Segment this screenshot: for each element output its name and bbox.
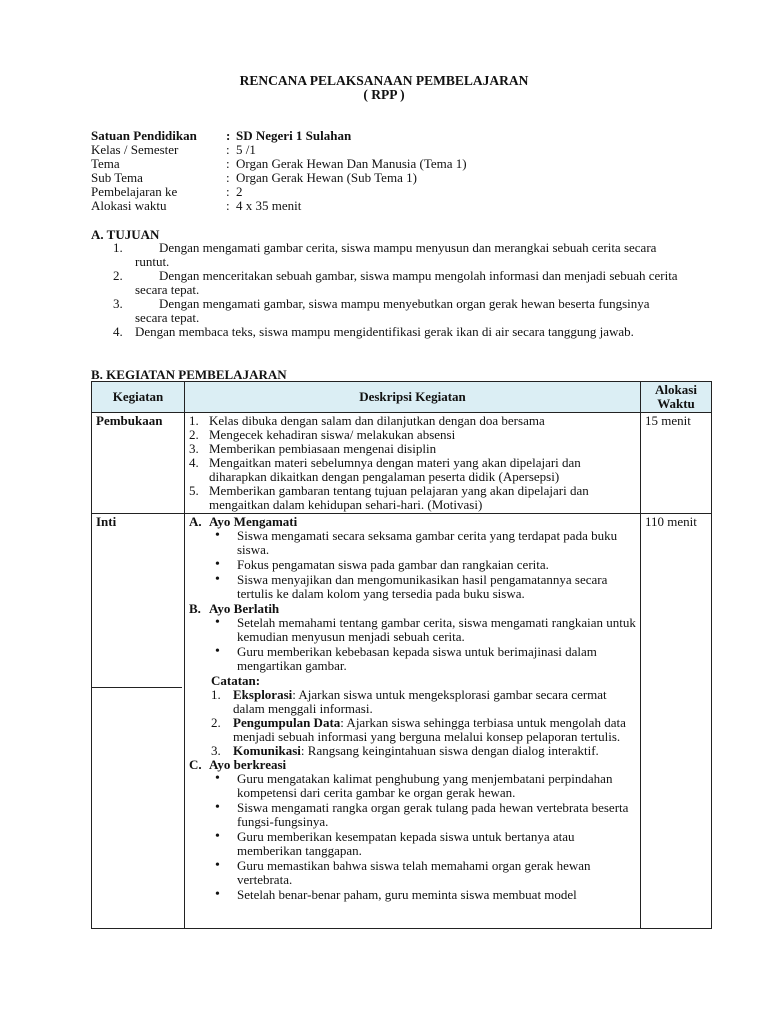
identity-colon: : <box>226 128 231 143</box>
table-header-row <box>92 382 712 413</box>
table-row-inti <box>92 514 712 929</box>
inti-b-list <box>189 616 636 673</box>
pembukaan-time: 15 menit <box>641 413 712 514</box>
identity-colon: : <box>226 156 230 171</box>
tujuan-item <box>113 325 683 339</box>
identity-label: Pembelajaran ke <box>91 184 178 199</box>
identity-colon: : <box>226 170 230 185</box>
identity-row <box>91 171 467 185</box>
pembukaan-label: Pembukaan <box>92 413 185 514</box>
pembukaan-item: 2. Mengecek kehadiran siswa/ melakukan absensi <box>189 427 456 442</box>
inti-time: 110 menit <box>641 514 712 929</box>
pembukaan-item: 3. Memberikan pembiasaan mengenai disiplin <box>189 441 437 456</box>
catatan-item: 1. Eksplorasi: Ajarkan siswa untuk mengeksplorasi gambar secara cermat dalam menggali informasi. <box>211 687 607 716</box>
section-b-heading: B. KEGIATAN PEMBELAJARAN <box>91 367 287 382</box>
inti-c-heading: C. Ayo berkreasi <box>189 757 287 772</box>
identity-label: Sub Tema <box>91 170 143 185</box>
bullet-item: • Siswa mengamati rangka organ gerak tulang pada hewan vertebrata beserta fungsi-fungsinya. <box>189 801 636 829</box>
bullet-item: • Guru memberikan kebebasan kepada siswa untuk berimajinasi dalam mengartikan gambar. <box>189 645 636 673</box>
identity-value: 2 <box>236 184 243 199</box>
tujuan-text: Dengan mengamati gambar, siswa mampu menyebutkan organ gerak hewan beserta fungsinya secara tepat. <box>135 296 650 325</box>
bullet-item: • Setelah benar-benar paham, guru meminta siswa membuat model <box>189 888 636 902</box>
identity-value: SD Negeri 1 Sulahan <box>236 128 352 143</box>
tujuan-text: Dengan menceritakan sebuah gambar, siswa mampu mengolah informasi dan menjadi sebuah cerita secara tepat. <box>135 268 678 297</box>
pembukaan-desc <box>185 413 641 514</box>
identity-colon: : <box>226 184 230 199</box>
identity-label: Alokasi waktu <box>91 198 167 213</box>
bullet-item: • Fokus pengamatan siswa pada gambar dan rangkaian cerita. <box>189 558 636 572</box>
inti-desc <box>185 514 641 929</box>
pembukaan-item: 1. Kelas dibuka dengan salam dan dilanjutkan dengan doa bersama <box>189 413 545 428</box>
bullet-item: • Guru mengatakan kalimat penghubung yang menjembatani perpindahan kompetensi dari cerita gambar ke organ gerak hewan. <box>189 772 636 800</box>
identity-label: Tema <box>91 156 120 171</box>
tujuan-item <box>113 297 683 325</box>
identity-colon: : <box>226 198 230 213</box>
identity-row <box>91 143 467 157</box>
header-deskripsi: Deskripsi Kegiatan <box>185 382 641 413</box>
identity-label: Kelas / Semester <box>91 142 179 157</box>
identity-value: Organ Gerak Hewan (Sub Tema 1) <box>236 170 417 185</box>
table-row-pembukaan <box>92 413 712 514</box>
inti-a-list <box>189 529 636 601</box>
tujuan-number: 4. <box>113 324 123 339</box>
identity-row <box>91 157 467 171</box>
tujuan-text: Dengan membaca teks, siswa mampu mengidentifikasi gerak ikan di air secara tanggung jawab. <box>135 324 634 339</box>
header-alokasi: Alokasi Waktu <box>641 382 712 413</box>
document-title: RENCANA PELAKSANAAN PEMBELAJARAN <box>239 73 529 88</box>
identity-colon: : <box>226 142 230 157</box>
header-kegiatan: Kegiatan <box>92 382 185 413</box>
document-subtitle: ( RPP ) <box>363 87 405 102</box>
bullet-item: • Guru memastikan bahwa siswa telah memahami organ gerak hewan vertebrata. <box>189 859 636 887</box>
inti-b-heading: B. Ayo Berlatih <box>189 601 280 616</box>
identity-row <box>91 199 467 213</box>
kegiatan-table <box>91 381 712 929</box>
identity-value: 5 /1 <box>236 142 256 157</box>
section-a-heading: A. TUJUAN <box>91 227 160 242</box>
catatan-label: Catatan: <box>211 673 261 688</box>
tujuan-list <box>113 241 683 339</box>
tujuan-number: 2. <box>113 268 123 283</box>
pembukaan-item: 4. Mengaitkan materi sebelumnya dengan materi yang akan dipelajari dan diharapkan dikaitkan dengan pengalaman peserta didik (Apersepsi) <box>189 455 581 484</box>
tujuan-number: 1. <box>113 240 123 255</box>
tujuan-item <box>113 241 683 269</box>
pembukaan-item: 5. Memberikan gambaran tentang tujuan pelajaran yang akan dipelajari dan mengaitkan dalam kehidupan sehari-hari. (Motivasi) <box>189 483 589 512</box>
identity-row <box>91 185 467 199</box>
tujuan-item <box>113 269 683 297</box>
column-divider-line <box>91 687 182 688</box>
tujuan-text: Dengan mengamati gambar cerita, siswa mampu menyusun dan merangkai sebuah cerita secara runtut. <box>135 240 657 269</box>
bullet-item: • Setelah memahami tentang gambar cerita, siswa mengamati rangkaian untuk kemudian menyusun menjadi sebuah cerita. <box>189 616 636 644</box>
catatan-item: 3. Komunikasi: Rangsang keingintahuan siswa dengan dialog interaktif. <box>211 743 599 758</box>
bullet-item: • Siswa menyajikan dan mengomunikasikan hasil pengamatannya secara tertulis ke dalam kolom yang tersedia pada buku siswa. <box>189 573 636 601</box>
identity-value: Organ Gerak Hewan Dan Manusia (Tema 1) <box>236 156 467 171</box>
bullet-item: • Siswa mengamati secara seksama gambar cerita yang terdapat pada buku siswa. <box>189 529 636 557</box>
pembukaan-list <box>189 414 636 512</box>
identity-label: Satuan Pendidikan <box>91 128 197 143</box>
identity-row <box>91 129 467 143</box>
identity-table <box>91 129 467 213</box>
bullet-item: • Guru memberikan kesempatan kepada siswa untuk bertanya atau memberikan tanggapan. <box>189 830 636 858</box>
catatan-list <box>189 688 636 758</box>
identity-value: 4 x 35 menit <box>236 198 302 213</box>
inti-c-list <box>189 772 636 902</box>
inti-label: Inti <box>92 514 185 929</box>
tujuan-number: 3. <box>113 296 123 311</box>
inti-a-heading: A. Ayo Mengamati <box>189 514 298 529</box>
catatan-item: 2. Pengumpulan Data: Ajarkan siswa sehingga terbiasa untuk mengolah data menjadi sebuah informasi yang berguna melalui konsep pelaporan tertulis. <box>211 715 626 744</box>
